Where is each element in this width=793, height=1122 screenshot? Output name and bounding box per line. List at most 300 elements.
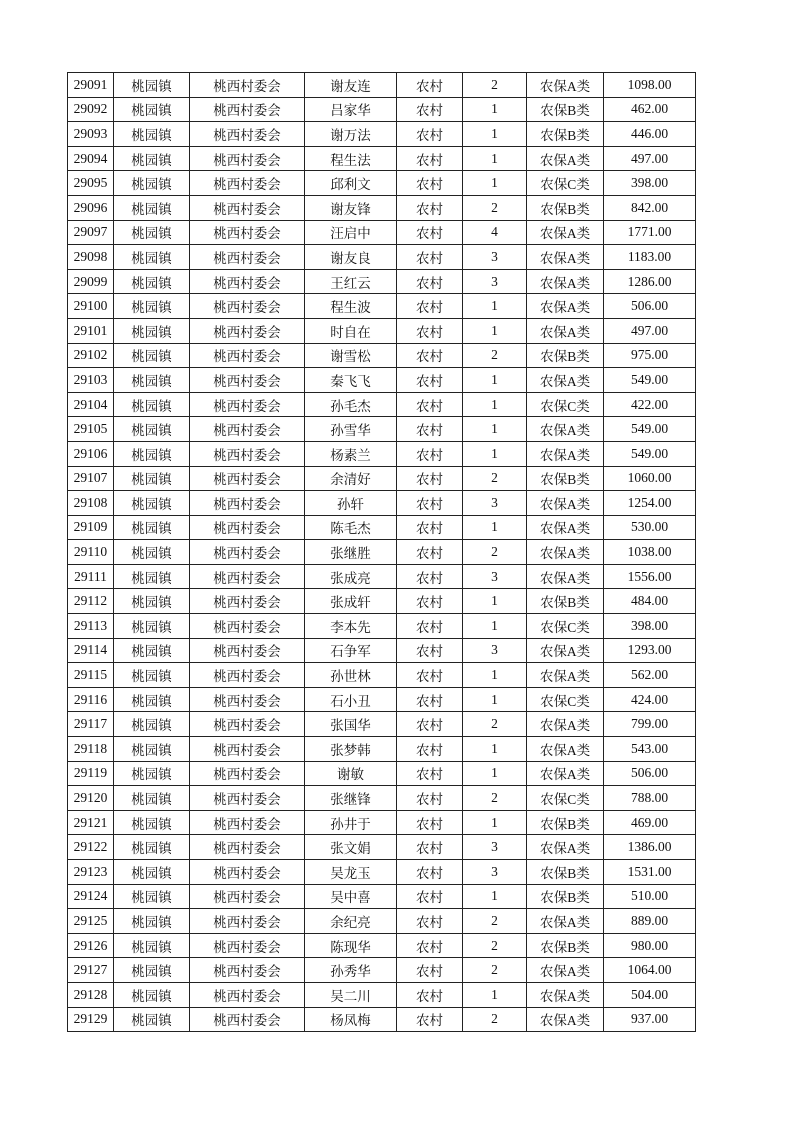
household-type-cell: 农村 xyxy=(397,638,463,663)
town-cell: 桃园镇 xyxy=(114,933,190,958)
town-cell: 桃园镇 xyxy=(114,417,190,442)
name-cell: 石小丑 xyxy=(305,687,397,712)
town-cell: 桃园镇 xyxy=(114,195,190,220)
name-cell: 吴中喜 xyxy=(305,884,397,909)
record-id-cell: 29096 xyxy=(68,195,114,220)
record-id-cell: 29106 xyxy=(68,441,114,466)
table-row xyxy=(68,220,696,245)
record-id-cell: 29124 xyxy=(68,884,114,909)
household-size-cell: 1 xyxy=(463,417,527,442)
name-cell: 李本先 xyxy=(305,614,397,639)
household-type-cell: 农村 xyxy=(397,73,463,98)
village-committee-cell: 桃西村委会 xyxy=(190,146,305,171)
table-row xyxy=(68,245,696,270)
record-id-cell: 29128 xyxy=(68,982,114,1007)
village-committee-cell: 桃西村委会 xyxy=(190,761,305,786)
name-cell: 邱利文 xyxy=(305,171,397,196)
insurance-category-cell: 农保B类 xyxy=(527,97,604,122)
insurance-category-cell: 农保B类 xyxy=(527,343,604,368)
household-size-cell: 2 xyxy=(463,958,527,983)
household-size-cell: 1 xyxy=(463,761,527,786)
household-type-cell: 农村 xyxy=(397,982,463,1007)
table-row xyxy=(68,786,696,811)
town-cell: 桃园镇 xyxy=(114,958,190,983)
household-type-cell: 农村 xyxy=(397,269,463,294)
household-type-cell: 农村 xyxy=(397,195,463,220)
village-committee-cell: 桃西村委会 xyxy=(190,171,305,196)
town-cell: 桃园镇 xyxy=(114,491,190,516)
record-id-cell: 29105 xyxy=(68,417,114,442)
table-row xyxy=(68,368,696,393)
household-size-cell: 1 xyxy=(463,171,527,196)
town-cell: 桃园镇 xyxy=(114,564,190,589)
household-type-cell: 农村 xyxy=(397,786,463,811)
household-size-cell: 1 xyxy=(463,515,527,540)
town-cell: 桃园镇 xyxy=(114,269,190,294)
village-committee-cell: 桃西村委会 xyxy=(190,73,305,98)
household-size-cell: 3 xyxy=(463,269,527,294)
name-cell: 吴二川 xyxy=(305,982,397,1007)
household-size-cell: 3 xyxy=(463,491,527,516)
insurance-category-cell: 农保B类 xyxy=(527,122,604,147)
village-committee-cell: 桃西村委会 xyxy=(190,663,305,688)
amount-cell: 1771.00 xyxy=(604,220,696,245)
household-type-cell: 农村 xyxy=(397,761,463,786)
amount-cell: 462.00 xyxy=(604,97,696,122)
village-committee-cell: 桃西村委会 xyxy=(190,1007,305,1032)
table-row xyxy=(68,737,696,762)
table-row xyxy=(68,933,696,958)
insurance-category-cell: 农保A类 xyxy=(527,515,604,540)
amount-cell: 842.00 xyxy=(604,195,696,220)
name-cell: 杨素兰 xyxy=(305,441,397,466)
amount-cell: 549.00 xyxy=(604,441,696,466)
village-committee-cell: 桃西村委会 xyxy=(190,392,305,417)
town-cell: 桃园镇 xyxy=(114,466,190,491)
record-id-cell: 29116 xyxy=(68,687,114,712)
record-id-cell: 29118 xyxy=(68,737,114,762)
village-committee-cell: 桃西村委会 xyxy=(190,958,305,983)
household-size-cell: 2 xyxy=(463,1007,527,1032)
household-size-cell: 1 xyxy=(463,146,527,171)
insurance-category-cell: 农保B类 xyxy=(527,589,604,614)
record-id-cell: 29123 xyxy=(68,860,114,885)
household-type-cell: 农村 xyxy=(397,294,463,319)
amount-cell: 788.00 xyxy=(604,786,696,811)
record-id-cell: 29114 xyxy=(68,638,114,663)
household-type-cell: 农村 xyxy=(397,810,463,835)
town-cell: 桃园镇 xyxy=(114,220,190,245)
name-cell: 陈现华 xyxy=(305,933,397,958)
record-id-cell: 29108 xyxy=(68,491,114,516)
household-type-cell: 农村 xyxy=(397,712,463,737)
table-row xyxy=(68,441,696,466)
record-id-cell: 29102 xyxy=(68,343,114,368)
record-id-cell: 29126 xyxy=(68,933,114,958)
table-row xyxy=(68,466,696,491)
name-cell: 谢友良 xyxy=(305,245,397,270)
town-cell: 桃园镇 xyxy=(114,687,190,712)
table-row xyxy=(68,146,696,171)
insurance-category-cell: 农保C类 xyxy=(527,392,604,417)
record-id-cell: 29101 xyxy=(68,318,114,343)
town-cell: 桃园镇 xyxy=(114,368,190,393)
name-cell: 王红云 xyxy=(305,269,397,294)
amount-cell: 1531.00 xyxy=(604,860,696,885)
town-cell: 桃园镇 xyxy=(114,1007,190,1032)
insurance-category-cell: 农保A类 xyxy=(527,835,604,860)
insurance-category-cell: 农保A类 xyxy=(527,318,604,343)
record-id-cell: 29120 xyxy=(68,786,114,811)
town-cell: 桃园镇 xyxy=(114,614,190,639)
record-id-cell: 29112 xyxy=(68,589,114,614)
amount-cell: 975.00 xyxy=(604,343,696,368)
table-row xyxy=(68,515,696,540)
table-row xyxy=(68,663,696,688)
village-committee-cell: 桃西村委会 xyxy=(190,909,305,934)
amount-cell: 1098.00 xyxy=(604,73,696,98)
name-cell: 秦飞飞 xyxy=(305,368,397,393)
household-type-cell: 农村 xyxy=(397,835,463,860)
village-committee-cell: 桃西村委会 xyxy=(190,368,305,393)
town-cell: 桃园镇 xyxy=(114,171,190,196)
insurance-category-cell: 农保C类 xyxy=(527,687,604,712)
name-cell: 谢友连 xyxy=(305,73,397,98)
name-cell: 孙轩 xyxy=(305,491,397,516)
village-committee-cell: 桃西村委会 xyxy=(190,687,305,712)
insurance-category-cell: 农保A类 xyxy=(527,663,604,688)
household-type-cell: 农村 xyxy=(397,860,463,885)
insurance-category-cell: 农保A类 xyxy=(527,737,604,762)
village-committee-cell: 桃西村委会 xyxy=(190,318,305,343)
household-size-cell: 1 xyxy=(463,392,527,417)
amount-cell: 549.00 xyxy=(604,368,696,393)
town-cell: 桃园镇 xyxy=(114,392,190,417)
record-id-cell: 29111 xyxy=(68,564,114,589)
household-size-cell: 3 xyxy=(463,564,527,589)
town-cell: 桃园镇 xyxy=(114,884,190,909)
record-id-cell: 29104 xyxy=(68,392,114,417)
amount-cell: 1254.00 xyxy=(604,491,696,516)
insurance-category-cell: 农保A类 xyxy=(527,540,604,565)
village-committee-cell: 桃西村委会 xyxy=(190,786,305,811)
name-cell: 张继胜 xyxy=(305,540,397,565)
household-type-cell: 农村 xyxy=(397,122,463,147)
record-id-cell: 29109 xyxy=(68,515,114,540)
household-size-cell: 1 xyxy=(463,614,527,639)
town-cell: 桃园镇 xyxy=(114,343,190,368)
record-id-cell: 29113 xyxy=(68,614,114,639)
insurance-category-cell: 农保A类 xyxy=(527,294,604,319)
name-cell: 张继锋 xyxy=(305,786,397,811)
village-committee-cell: 桃西村委会 xyxy=(190,712,305,737)
household-size-cell: 1 xyxy=(463,97,527,122)
table-row xyxy=(68,614,696,639)
village-committee-cell: 桃西村委会 xyxy=(190,614,305,639)
table-row xyxy=(68,810,696,835)
record-id-cell: 29122 xyxy=(68,835,114,860)
insurance-category-cell: 农保A类 xyxy=(527,982,604,1007)
household-type-cell: 农村 xyxy=(397,466,463,491)
table-row xyxy=(68,171,696,196)
household-size-cell: 3 xyxy=(463,638,527,663)
town-cell: 桃园镇 xyxy=(114,122,190,147)
amount-cell: 484.00 xyxy=(604,589,696,614)
record-id-cell: 29127 xyxy=(68,958,114,983)
household-type-cell: 农村 xyxy=(397,909,463,934)
household-size-cell: 1 xyxy=(463,122,527,147)
household-type-cell: 农村 xyxy=(397,515,463,540)
household-type-cell: 农村 xyxy=(397,245,463,270)
village-committee-cell: 桃西村委会 xyxy=(190,589,305,614)
household-type-cell: 农村 xyxy=(397,540,463,565)
village-committee-cell: 桃西村委会 xyxy=(190,933,305,958)
household-size-cell: 2 xyxy=(463,540,527,565)
household-type-cell: 农村 xyxy=(397,392,463,417)
table-row xyxy=(68,884,696,909)
table-row xyxy=(68,343,696,368)
name-cell: 孙井于 xyxy=(305,810,397,835)
table-row xyxy=(68,712,696,737)
insurance-category-cell: 农保A类 xyxy=(527,269,604,294)
household-size-cell: 2 xyxy=(463,466,527,491)
insurance-category-cell: 农保A类 xyxy=(527,564,604,589)
amount-cell: 889.00 xyxy=(604,909,696,934)
insurance-category-cell: 农保A类 xyxy=(527,491,604,516)
table-row xyxy=(68,73,696,98)
insurance-category-cell: 农保A类 xyxy=(527,638,604,663)
table-row xyxy=(68,982,696,1007)
record-id-cell: 29095 xyxy=(68,171,114,196)
amount-cell: 1183.00 xyxy=(604,245,696,270)
name-cell: 孙秀华 xyxy=(305,958,397,983)
name-cell: 陈毛杰 xyxy=(305,515,397,540)
household-type-cell: 农村 xyxy=(397,343,463,368)
household-size-cell: 2 xyxy=(463,195,527,220)
town-cell: 桃园镇 xyxy=(114,540,190,565)
town-cell: 桃园镇 xyxy=(114,245,190,270)
household-size-cell: 2 xyxy=(463,909,527,934)
record-id-cell: 29097 xyxy=(68,220,114,245)
insurance-category-cell: 农保B类 xyxy=(527,860,604,885)
village-committee-cell: 桃西村委会 xyxy=(190,417,305,442)
household-size-cell: 1 xyxy=(463,810,527,835)
household-size-cell: 1 xyxy=(463,663,527,688)
town-cell: 桃园镇 xyxy=(114,737,190,762)
household-size-cell: 1 xyxy=(463,368,527,393)
town-cell: 桃园镇 xyxy=(114,810,190,835)
town-cell: 桃园镇 xyxy=(114,860,190,885)
amount-cell: 1386.00 xyxy=(604,835,696,860)
name-cell: 谢敏 xyxy=(305,761,397,786)
town-cell: 桃园镇 xyxy=(114,589,190,614)
record-id-cell: 29110 xyxy=(68,540,114,565)
record-id-cell: 29107 xyxy=(68,466,114,491)
record-id-cell: 29121 xyxy=(68,810,114,835)
amount-cell: 506.00 xyxy=(604,761,696,786)
name-cell: 张梦韩 xyxy=(305,737,397,762)
insurance-category-cell: 农保A类 xyxy=(527,220,604,245)
table-row xyxy=(68,958,696,983)
household-size-cell: 1 xyxy=(463,441,527,466)
household-size-cell: 4 xyxy=(463,220,527,245)
village-committee-cell: 桃西村委会 xyxy=(190,269,305,294)
insurance-category-cell: 农保A类 xyxy=(527,761,604,786)
name-cell: 孙世林 xyxy=(305,663,397,688)
data-table xyxy=(67,72,696,1032)
village-committee-cell: 桃西村委会 xyxy=(190,860,305,885)
town-cell: 桃园镇 xyxy=(114,515,190,540)
record-id-cell: 29098 xyxy=(68,245,114,270)
household-type-cell: 农村 xyxy=(397,491,463,516)
town-cell: 桃园镇 xyxy=(114,318,190,343)
record-id-cell: 29100 xyxy=(68,294,114,319)
table-row xyxy=(68,392,696,417)
village-committee-cell: 桃西村委会 xyxy=(190,441,305,466)
household-type-cell: 农村 xyxy=(397,737,463,762)
table-row xyxy=(68,860,696,885)
name-cell: 谢雪松 xyxy=(305,343,397,368)
household-type-cell: 农村 xyxy=(397,687,463,712)
village-committee-cell: 桃西村委会 xyxy=(190,564,305,589)
record-id-cell: 29115 xyxy=(68,663,114,688)
record-id-cell: 29092 xyxy=(68,97,114,122)
name-cell: 张成亮 xyxy=(305,564,397,589)
amount-cell: 543.00 xyxy=(604,737,696,762)
amount-cell: 1038.00 xyxy=(604,540,696,565)
name-cell: 谢友锋 xyxy=(305,195,397,220)
insurance-category-cell: 农保B类 xyxy=(527,884,604,909)
village-committee-cell: 桃西村委会 xyxy=(190,466,305,491)
village-committee-cell: 桃西村委会 xyxy=(190,810,305,835)
amount-cell: 549.00 xyxy=(604,417,696,442)
table-row xyxy=(68,589,696,614)
household-size-cell: 2 xyxy=(463,73,527,98)
household-size-cell: 3 xyxy=(463,860,527,885)
household-size-cell: 1 xyxy=(463,318,527,343)
amount-cell: 497.00 xyxy=(604,146,696,171)
name-cell: 石争军 xyxy=(305,638,397,663)
record-id-cell: 29119 xyxy=(68,761,114,786)
table-row xyxy=(68,195,696,220)
name-cell: 张国华 xyxy=(305,712,397,737)
record-id-cell: 29129 xyxy=(68,1007,114,1032)
town-cell: 桃园镇 xyxy=(114,786,190,811)
town-cell: 桃园镇 xyxy=(114,982,190,1007)
table-row xyxy=(68,564,696,589)
amount-cell: 469.00 xyxy=(604,810,696,835)
record-id-cell: 29117 xyxy=(68,712,114,737)
table-row xyxy=(68,540,696,565)
household-type-cell: 农村 xyxy=(397,97,463,122)
amount-cell: 1064.00 xyxy=(604,958,696,983)
household-type-cell: 农村 xyxy=(397,441,463,466)
insurance-category-cell: 农保C类 xyxy=(527,786,604,811)
insurance-category-cell: 农保A类 xyxy=(527,368,604,393)
village-committee-cell: 桃西村委会 xyxy=(190,122,305,147)
household-type-cell: 农村 xyxy=(397,368,463,393)
name-cell: 杨凤梅 xyxy=(305,1007,397,1032)
village-committee-cell: 桃西村委会 xyxy=(190,343,305,368)
amount-cell: 446.00 xyxy=(604,122,696,147)
village-committee-cell: 桃西村委会 xyxy=(190,835,305,860)
town-cell: 桃园镇 xyxy=(114,909,190,934)
record-id-cell: 29094 xyxy=(68,146,114,171)
name-cell: 孙雪华 xyxy=(305,417,397,442)
record-id-cell: 29099 xyxy=(68,269,114,294)
household-size-cell: 1 xyxy=(463,294,527,319)
amount-cell: 398.00 xyxy=(604,171,696,196)
household-type-cell: 农村 xyxy=(397,564,463,589)
record-id-cell: 29091 xyxy=(68,73,114,98)
household-type-cell: 农村 xyxy=(397,958,463,983)
insurance-category-cell: 农保B类 xyxy=(527,466,604,491)
amount-cell: 1060.00 xyxy=(604,466,696,491)
town-cell: 桃园镇 xyxy=(114,441,190,466)
town-cell: 桃园镇 xyxy=(114,146,190,171)
name-cell: 吕家华 xyxy=(305,97,397,122)
table-row xyxy=(68,491,696,516)
village-committee-cell: 桃西村委会 xyxy=(190,982,305,1007)
record-id-cell: 29093 xyxy=(68,122,114,147)
name-cell: 余纪亮 xyxy=(305,909,397,934)
name-cell: 时自在 xyxy=(305,318,397,343)
table-row xyxy=(68,638,696,663)
table-row xyxy=(68,417,696,442)
insurance-category-cell: 农保B类 xyxy=(527,933,604,958)
name-cell: 谢万法 xyxy=(305,122,397,147)
town-cell: 桃园镇 xyxy=(114,73,190,98)
insurance-category-cell: 农保A类 xyxy=(527,146,604,171)
table-row xyxy=(68,687,696,712)
village-committee-cell: 桃西村委会 xyxy=(190,884,305,909)
town-cell: 桃园镇 xyxy=(114,294,190,319)
insurance-category-cell: 农保C类 xyxy=(527,171,604,196)
table-row xyxy=(68,1007,696,1032)
household-type-cell: 农村 xyxy=(397,1007,463,1032)
household-type-cell: 农村 xyxy=(397,417,463,442)
amount-cell: 799.00 xyxy=(604,712,696,737)
amount-cell: 506.00 xyxy=(604,294,696,319)
town-cell: 桃园镇 xyxy=(114,638,190,663)
household-type-cell: 农村 xyxy=(397,589,463,614)
amount-cell: 1286.00 xyxy=(604,269,696,294)
name-cell: 吴龙玉 xyxy=(305,860,397,885)
amount-cell: 530.00 xyxy=(604,515,696,540)
insurance-category-cell: 农保A类 xyxy=(527,909,604,934)
household-size-cell: 1 xyxy=(463,737,527,762)
record-id-cell: 29125 xyxy=(68,909,114,934)
town-cell: 桃园镇 xyxy=(114,712,190,737)
table-row xyxy=(68,97,696,122)
amount-cell: 398.00 xyxy=(604,614,696,639)
name-cell: 汪启中 xyxy=(305,220,397,245)
household-size-cell: 1 xyxy=(463,884,527,909)
village-committee-cell: 桃西村委会 xyxy=(190,97,305,122)
name-cell: 程生法 xyxy=(305,146,397,171)
amount-cell: 937.00 xyxy=(604,1007,696,1032)
table-row xyxy=(68,761,696,786)
insurance-category-cell: 农保A类 xyxy=(527,958,604,983)
table-row xyxy=(68,269,696,294)
village-committee-cell: 桃西村委会 xyxy=(190,638,305,663)
record-id-cell: 29103 xyxy=(68,368,114,393)
village-committee-cell: 桃西村委会 xyxy=(190,245,305,270)
village-committee-cell: 桃西村委会 xyxy=(190,737,305,762)
household-size-cell: 3 xyxy=(463,835,527,860)
household-size-cell: 2 xyxy=(463,933,527,958)
household-type-cell: 农村 xyxy=(397,146,463,171)
